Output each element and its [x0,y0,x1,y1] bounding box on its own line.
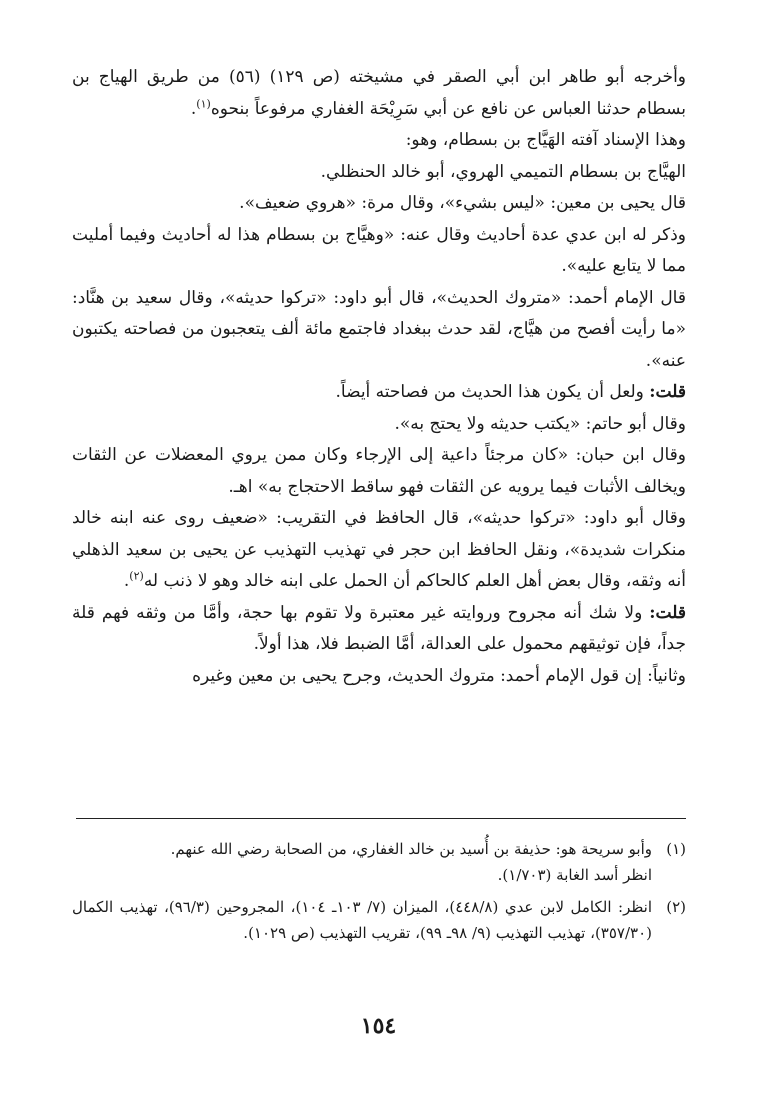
paragraph-6: قال الإمام أحمد: «متروك الحديث»، قال أبو داود: «تركوا حديثه»، وقال سعيد بن هنَّاد: «ما رأيت أفصح من هيَّاج، لقد حدث ببغداد فاجتمع مائة ألف يتعجبون من فصاحته يكتبون عنه». [72,287,686,371]
paragraph-9: وقال ابن حبان: «كان مرجئاً داعية إلى الإرجاء وكان ممن يروي المعضلات عن الثقات ويخالف الأثبات فيما يرويه عن الثقات فهو ساقط الاحتجاج به» اهـ. [72,445,686,497]
footnote-line: انظر: الكامل لابن عدي (٤٤٨/٨)، الميزان (٧/ ١٠٣ـ ١٠٤)، المجروحين (٩٦/٣)، تهذيب الكمال (٣٥٧/٣٠)، تهذيب التهذيب (٩/ ٩٨ـ ٩٩)، تقريب التهذيب (ص ١٠٢٩). [72,898,653,942]
main-text [72,62,686,692]
footnote-line: وأبو سريحة هو: حذيفة بن أُسيد بن خالد الغفاري، من الصحابة رضي الله عنهم. [170,840,652,858]
paragraph-5: وذكر له ابن عدي عدة أحاديث وقال عنه: «وهيَّاج بن بسطام هذا له أحاديث وفيما أمليت مما لا يتابع عليه». [72,224,686,276]
footnote-line: انظر أسد الغابة (١/٧٠٣). [497,866,652,884]
footnote-1 [72,836,686,888]
paragraph-2: وهذا الإسناد آفته الهَيَّاج بن بسطام، وهو: [405,130,686,150]
paragraph-12: وثانياً: إن قول الإمام أحمد: متروك الحديث، وجرح يحيى بن معين وغيره [192,665,686,686]
paragraph-1: وأخرجه أبو طاهر ابن أبي الصقر في مشيخته (ص ١٢٩) (٥٦) من طريق الهياج بن بسطام حدثنا العباس عن نافع عن أبي سَرِيْحَة الغفاري مرفوعاً بنحوه$^{(١)}$. [72,67,687,119]
footnote-separator [76,818,686,819]
qult-label: قلت: [649,602,687,623]
footnote-ref-1[interactable]: (١) [196,96,211,110]
footnote-number: (٢) [666,898,686,916]
footnote-2 [72,894,686,946]
paragraph-8: وقال أبو حاتم: «يكتب حديثه ولا يحتج به». [394,413,686,434]
page-number: ١٥٤ [360,1013,397,1039]
paragraph-3: الهيَّاج بن بسطام التميمي الهروي، أبو خالد الحنظلي. [320,161,686,182]
paragraph-11: قلت: ولا شك أنه مجروح وروايته غير معتبرة ولا تقوم بها حجة، وأمَّا من وثقه فهم قلة جداً، فإن توثيقهم محمول على العدالة، أمَّا الضبط فلا، هذا أولاً. [72,602,687,654]
qult-label: قلت: [649,382,686,402]
footnote-number: (١) [666,840,686,858]
paragraph-7: قلت: ولعل أن يكون هذا الحديث من فصاحته أيضاً. [335,382,686,402]
paragraph-4: قال يحيى بن معين: «ليس بشيء»، وقال مرة: «هروي ضعيف». [239,193,686,213]
footnotes [72,836,686,952]
footnote-ref-2[interactable]: (٢) [129,569,144,583]
paragraph-10: وقال أبو داود: «تركوا حديثه»، قال الحافظ في التقريب: «ضعيف روى عنه ابنه خالد منكرات شديدة»، ونقل الحافظ ابن حجر في تهذيب التهذيب عن يحيى بن سعيد الذهلي أنه وثقه، وقال بعض أهل العلم كالحاكم أن الحمل على ابنه خالد وهو لا ذنب له$^{(٢)}$. [72,508,686,591]
